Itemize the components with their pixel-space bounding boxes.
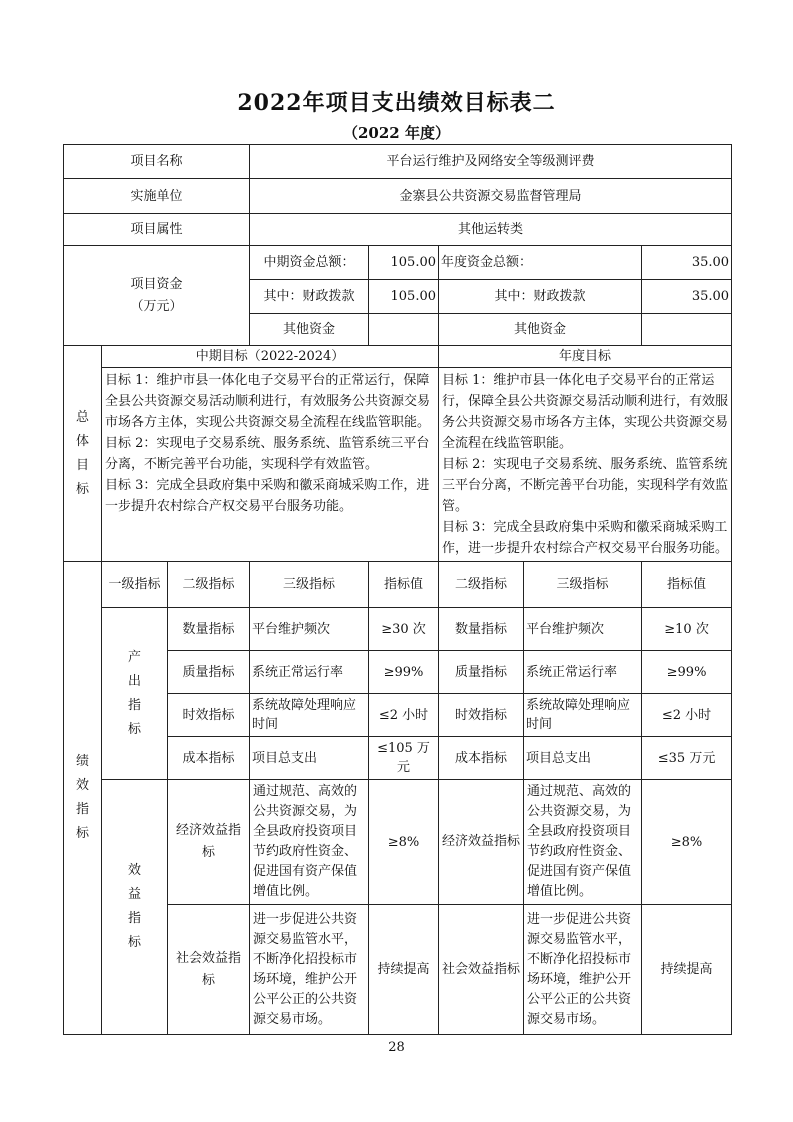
output-value: ≤105 万元 <box>369 737 439 780</box>
project-attr-value: 其他运转类 <box>250 214 732 246</box>
project-attr-label: 项目属性 <box>64 214 250 246</box>
mid-goal-item: 目标 3：完成全县政府集中采购和徽采商城采购工作，进一步提升农村综合产权交易平台服务功能。 <box>105 478 430 514</box>
benefit-l2-b: 经济效益指标 <box>439 780 524 905</box>
output-l2: 质量指标 <box>168 651 250 694</box>
benefit-l3-b: 进一步促进公共资源交易监管水平，不断净化招投标市场环境，维护公开公平公正的公共资源交易市场。 <box>524 905 642 1035</box>
mid-total-label: 中期资金总额： <box>250 246 369 280</box>
output-indicator-label: 产 出 指 标 <box>102 608 168 780</box>
mid-other-value <box>369 314 439 346</box>
header-level3-b: 三级指标 <box>524 562 642 608</box>
header-level1: 一级指标 <box>102 562 168 608</box>
benefit-l2: 社会效益指标 <box>168 905 250 1035</box>
benefit-l3-b: 通过规范、高效的公共资源交易，为全县政府投资项目节约政府性资金、促进国有资产保值增值比例。 <box>524 780 642 905</box>
project-name-label: 项目名称 <box>64 145 250 179</box>
year-fiscal-label: 其中：财政拨款 <box>439 280 642 314</box>
funds-unit: （万元） <box>130 298 183 314</box>
mid-goal-item: 目标 2：实现电子交易系统、服务系统、监管系统三平台分离，不断完善平台功能，实现科学有效监管。 <box>105 436 430 472</box>
year-goal-item: 目标 2：实现电子交易系统、服务系统、监管系统三平台分离，不断完善平台功能，实现科学有效监管。 <box>442 457 729 514</box>
year-other-label: 其他资金 <box>439 314 642 346</box>
table-row <box>64 214 732 246</box>
benefit-l3: 通过规范、高效的公共资源交易，为全县政府投资项目节约政府性资金、促进国有资产保值增值比例。 <box>250 780 369 905</box>
year-other-value <box>642 314 732 346</box>
benefit-value: 持续提高 <box>369 905 439 1035</box>
output-value: ≥99% <box>369 651 439 694</box>
output-l2-b: 成本指标 <box>439 737 524 780</box>
mid-total-value: 105.00 <box>369 246 439 280</box>
page-number: 28 <box>388 1040 405 1055</box>
overall-goal-label: 总 体 目 标 <box>64 346 102 562</box>
benefit-value-b: ≥8% <box>642 780 732 905</box>
output-l2-b: 时效指标 <box>439 694 524 737</box>
mid-fiscal-label: 其中：财政拨款 <box>250 280 369 314</box>
output-value: ≥30 次 <box>369 608 439 651</box>
output-l2-b: 数量指标 <box>439 608 524 651</box>
output-l2: 数量指标 <box>168 608 250 651</box>
table-row <box>64 608 732 651</box>
benefit-indicator-label: 效 益 指 标 <box>102 780 168 1035</box>
year-total-label: 年度资金总额： <box>439 246 642 280</box>
impl-unit-value: 金寨县公共资源交易监督管理局 <box>250 179 732 214</box>
year-goal-item: 目标 3：完成全县政府集中采购和徽采商城采购工作，进一步提升农村综合产权交易平台服务功能。 <box>442 520 729 556</box>
mid-goal-header: 中期目标（2022-2024） <box>102 346 439 368</box>
table-row <box>64 246 732 280</box>
year-goal-content <box>439 368 732 562</box>
mid-other-label: 其他资金 <box>250 314 369 346</box>
output-l3-b: 系统故障处理响应时间 <box>524 694 642 737</box>
mid-fiscal-value: 105.00 <box>369 280 439 314</box>
output-l2: 时效指标 <box>168 694 250 737</box>
output-value-b: ≤2 小时 <box>642 694 732 737</box>
benefit-l3: 进一步促进公共资源交易监管水平，不断净化招投标市场环境，维护公开公平公正的公共资源交易市场。 <box>250 905 369 1035</box>
mid-goal-item: 目标 1：维护市县一体化电子交易平台的正常运行，保障全县公共资源交易活动顺利进行，有效服务公共资源交易市场各方主体，实现公共资源交易全流程在线监管职能。 <box>105 373 431 430</box>
table-row <box>64 145 732 179</box>
benefit-l2: 经济效益指标 <box>168 780 250 905</box>
mid-goal-content <box>102 368 439 562</box>
project-name-value: 平台运行维护及网络安全等级测评费 <box>250 145 732 179</box>
year-total-value: 35.00 <box>642 246 732 280</box>
output-l3-b: 平台维护频次 <box>524 608 642 651</box>
table-row <box>64 368 732 562</box>
year-goal-header: 年度目标 <box>439 346 732 368</box>
table-row <box>64 346 732 368</box>
year-fiscal-value: 35.00 <box>642 280 732 314</box>
output-l3: 系统故障处理响应时间 <box>250 694 369 737</box>
performance-goal-table <box>63 144 732 1035</box>
output-value-b: ≤35 万元 <box>642 737 732 780</box>
page-title: 2022年项目支出绩效目标表二 <box>237 90 556 116</box>
output-l2-b: 质量指标 <box>439 651 524 694</box>
output-l3: 项目总支出 <box>250 737 369 780</box>
header-value-b: 指标值 <box>642 562 732 608</box>
funds-label <box>64 246 250 346</box>
benefit-value: ≥8% <box>369 780 439 905</box>
page-subtitle: （2022 年度） <box>343 124 450 142</box>
output-l3: 平台维护频次 <box>250 608 369 651</box>
header-level2: 二级指标 <box>168 562 250 608</box>
header-level3: 三级指标 <box>250 562 369 608</box>
output-l3-b: 项目总支出 <box>524 737 642 780</box>
output-l2: 成本指标 <box>168 737 250 780</box>
output-l3-b: 系统正常运行率 <box>524 651 642 694</box>
impl-unit-label: 实施单位 <box>64 179 250 214</box>
header-value: 指标值 <box>369 562 439 608</box>
benefit-value-b: 持续提高 <box>642 905 732 1035</box>
output-l3: 系统正常运行率 <box>250 651 369 694</box>
header-level2-b: 二级指标 <box>439 562 524 608</box>
output-value-b: ≥99% <box>642 651 732 694</box>
benefit-l2-b: 社会效益指标 <box>439 905 524 1035</box>
table-row <box>64 780 732 905</box>
output-value: ≤2 小时 <box>369 694 439 737</box>
year-goal-item: 目标 1：维护市县一体化电子交易平台的正常运行，保障全县公共资源交易活动顺利进行，有效服务公共资源交易市场各方主体，实现公共资源交易全流程在线监管职能。 <box>442 373 729 451</box>
output-value-b: ≥10 次 <box>642 608 732 651</box>
funds-label-text: 项目资金 <box>130 276 183 292</box>
table-row <box>64 179 732 214</box>
performance-label: 绩 效 指 标 <box>64 562 102 1035</box>
table-row <box>64 562 732 608</box>
